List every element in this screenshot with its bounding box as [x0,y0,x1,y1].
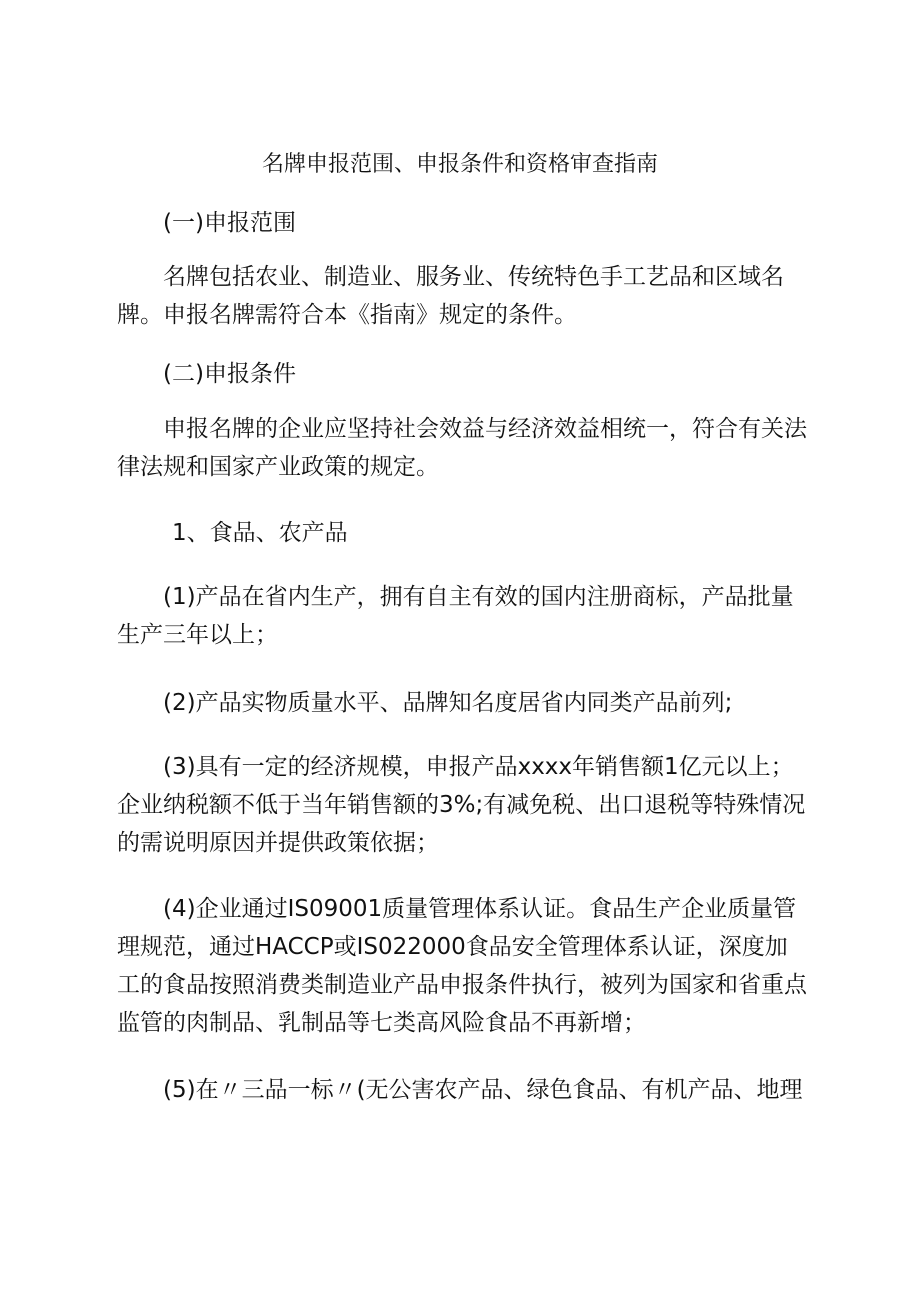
list-item-3: (3)具有一定的经济规模，申报产品xxxx年销售额1亿元以上；企业纳税额不低于当年销售额的3%;有减免税、出口退税等特殊情况的需说明原因并提供政策依据； [117,754,806,856]
section-heading-conditions: (二)申报条件 [163,361,296,387]
list-item-1: (1)产品在省内生产，拥有自主有效的国内注册商标，产品批量生产三年以上； [117,584,794,648]
list-item-2: (2)产品实物质量水平、品牌知名度居省内同类产品前列; [163,690,733,716]
section-heading-scope: (一)申报范围 [163,210,296,236]
paragraph-scope: 名牌包括农业、制造业、服务业、传统特色手工艺品和区域名牌。申报名牌需符合本《指南》规定的条件。 [117,264,784,328]
list-item-4: (4)企业通过IS09001质量管理体系认证。食品生产企业质量管理规范，通过HACCP或IS022000食品安全管理体系认证，深度加工的食品按照消费类制造业产品申报条件执行，被列为国家和省重点监管的肉制品、乳制品等七类高风险食品不再新增； [117,896,807,1036]
document-title: 名牌申报范围、申报条件和资格审查指南 [261,152,658,177]
list-item-5: (5)在〃三品一标〃(无公害农产品、绿色食品、有机产品、地理 [163,1077,803,1103]
category-heading-food: 1、食品、农产品 [172,520,348,546]
paragraph-conditions: 申报名牌的企业应坚持社会效益与经济效益相统一，符合有关法律法规和国家产业政策的规定。 [117,416,807,480]
